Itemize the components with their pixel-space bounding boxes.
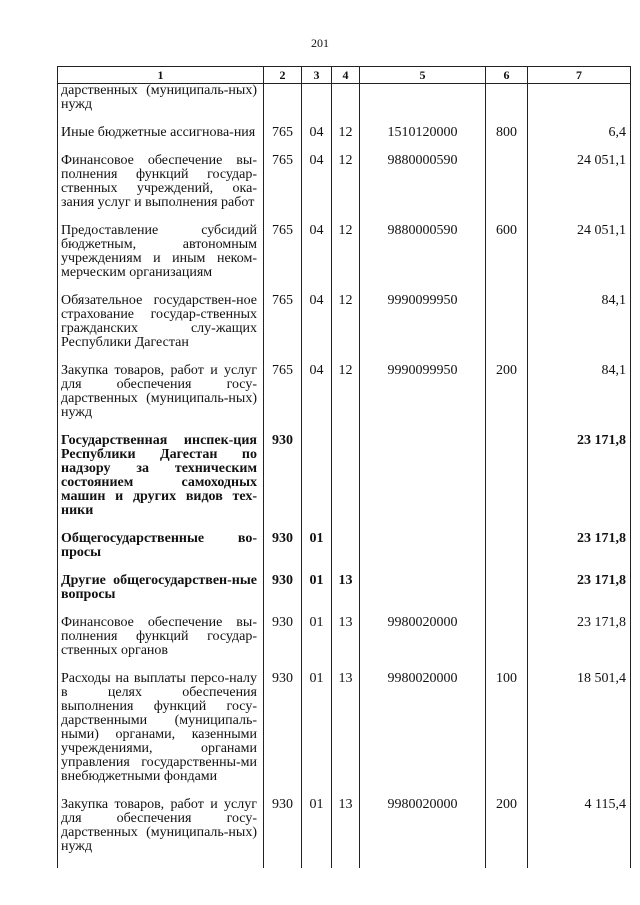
- row-subsection: 13: [332, 672, 360, 784]
- table-row: [58, 126, 631, 140]
- row-expense-type: 800: [486, 126, 528, 140]
- budget-table: [57, 66, 631, 868]
- row-name: Обязательное государствен-ное страхование государ-ственных гражданских слу-жащих Республики Дагестан: [58, 294, 264, 350]
- row-target-article: 9980020000: [360, 672, 486, 784]
- row-ministry: 930: [264, 532, 302, 560]
- row-amount: 23 171,8: [528, 574, 631, 602]
- row-target-article: 9980020000: [360, 616, 486, 658]
- table-row: [58, 672, 631, 784]
- header-col-3: 3: [302, 67, 332, 84]
- row-target-article: [360, 574, 486, 602]
- table-row: [58, 84, 631, 113]
- row-amount: 84,1: [528, 364, 631, 420]
- row-expense-type: [486, 84, 528, 113]
- row-amount: 4 115,4: [528, 798, 631, 854]
- table-row: [58, 154, 631, 210]
- row-name: Предоставление субсидий бюджетным, автономным учреждениям и иным неком-мерческим организациям: [58, 224, 264, 280]
- row-expense-type: 200: [486, 364, 528, 420]
- table-row: [58, 224, 631, 280]
- table-row: [58, 616, 631, 658]
- row-subsection: 12: [332, 364, 360, 420]
- row-name: Иные бюджетные ассигнова-ния: [58, 126, 264, 140]
- row-name: Закупка товаров, работ и услуг для обеспечения госу-дарственных (муниципаль-ных) нужд: [58, 798, 264, 854]
- header-col-5: 5: [360, 67, 486, 84]
- row-name: Расходы на выплаты персо-налу в целях обеспечения выполнения функций госу-дарственными (муниципаль-ными) органами, казенными учреждениями, органами управления государственны-ми внебюджетными фондами: [58, 672, 264, 784]
- row-ministry: 765: [264, 126, 302, 140]
- table-row: [58, 798, 631, 854]
- row-ministry: 930: [264, 434, 302, 518]
- row-name: Другие общегосударствен-ные вопросы: [58, 574, 264, 602]
- row-section: 04: [302, 126, 332, 140]
- row-ministry: 765: [264, 224, 302, 280]
- row-section: 01: [302, 574, 332, 602]
- row-subsection: [332, 434, 360, 518]
- row-amount: 23 171,8: [528, 434, 631, 518]
- row-amount: 84,1: [528, 294, 631, 350]
- row-target-article: 9980020000: [360, 798, 486, 854]
- row-section: 04: [302, 364, 332, 420]
- row-name: Финансовое обеспечение вы-полнения функций государ-ственных учреждений, ока-зания услуг и выполнения работ: [58, 154, 264, 210]
- row-section: 01: [302, 616, 332, 658]
- row-target-article: 9880000590: [360, 224, 486, 280]
- row-name: Финансовое обеспечение вы-полнения функций государ-ственных органов: [58, 616, 264, 658]
- row-amount: 24 051,1: [528, 224, 631, 280]
- row-expense-type: 200: [486, 798, 528, 854]
- header-col-2: 2: [264, 67, 302, 84]
- row-subsection: 13: [332, 798, 360, 854]
- row-ministry: 930: [264, 798, 302, 854]
- row-target-article: 9880000590: [360, 154, 486, 210]
- row-amount: 6,4: [528, 126, 631, 140]
- row-ministry: [264, 84, 302, 113]
- row-section: [302, 84, 332, 113]
- row-ministry: 765: [264, 294, 302, 350]
- row-target-article: [360, 434, 486, 518]
- row-subsection: [332, 84, 360, 113]
- row-target-article: 9990099950: [360, 364, 486, 420]
- row-section: 01: [302, 798, 332, 854]
- row-amount: 23 171,8: [528, 532, 631, 560]
- row-target-article: 9990099950: [360, 294, 486, 350]
- row-expense-type: [486, 574, 528, 602]
- row-expense-type: [486, 616, 528, 658]
- row-name: дарственных (муниципаль-ных) нужд: [58, 84, 264, 113]
- row-section: 01: [302, 532, 332, 560]
- row-amount: 24 051,1: [528, 154, 631, 210]
- row-target-article: [360, 84, 486, 113]
- row-section: 04: [302, 294, 332, 350]
- row-amount: 23 171,8: [528, 616, 631, 658]
- row-subsection: 12: [332, 126, 360, 140]
- row-name: Закупка товаров, работ и услуг для обеспечения госу-дарственных (муниципаль-ных) нужд: [58, 364, 264, 420]
- row-expense-type: 100: [486, 672, 528, 784]
- row-expense-type: [486, 532, 528, 560]
- row-name: Общегосударственные во-просы: [58, 532, 264, 560]
- page-number: 201: [311, 36, 329, 50]
- row-ministry: 765: [264, 364, 302, 420]
- table-row: [58, 574, 631, 602]
- row-target-article: 1510120000: [360, 126, 486, 140]
- row-ministry: 930: [264, 574, 302, 602]
- row-ministry: 930: [264, 616, 302, 658]
- row-subsection: 13: [332, 616, 360, 658]
- row-expense-type: 600: [486, 224, 528, 280]
- row-expense-type: [486, 294, 528, 350]
- row-expense-type: [486, 154, 528, 210]
- table-row: [58, 364, 631, 420]
- table-row: [58, 532, 631, 560]
- row-expense-type: [486, 434, 528, 518]
- row-section: [302, 434, 332, 518]
- table-row: [58, 434, 631, 518]
- row-ministry: 930: [264, 672, 302, 784]
- header-col-1: 1: [58, 67, 264, 84]
- table-row: [58, 294, 631, 350]
- row-subsection: [332, 532, 360, 560]
- row-subsection: 12: [332, 224, 360, 280]
- row-ministry: 765: [264, 154, 302, 210]
- header-col-7: 7: [528, 67, 631, 84]
- row-target-article: [360, 532, 486, 560]
- row-section: 01: [302, 672, 332, 784]
- row-subsection: 12: [332, 294, 360, 350]
- row-subsection: 13: [332, 574, 360, 602]
- header-col-6: 6: [486, 67, 528, 84]
- row-amount: [528, 84, 631, 113]
- row-subsection: 12: [332, 154, 360, 210]
- row-name: Государственная инспек-ция Республики Дагестан по надзору за техническим состоянием самоходных машин и других видов тех-ники: [58, 434, 264, 518]
- row-section: 04: [302, 224, 332, 280]
- row-amount: 18 501,4: [528, 672, 631, 784]
- header-row: [58, 67, 631, 84]
- row-section: 04: [302, 154, 332, 210]
- header-col-4: 4: [332, 67, 360, 84]
